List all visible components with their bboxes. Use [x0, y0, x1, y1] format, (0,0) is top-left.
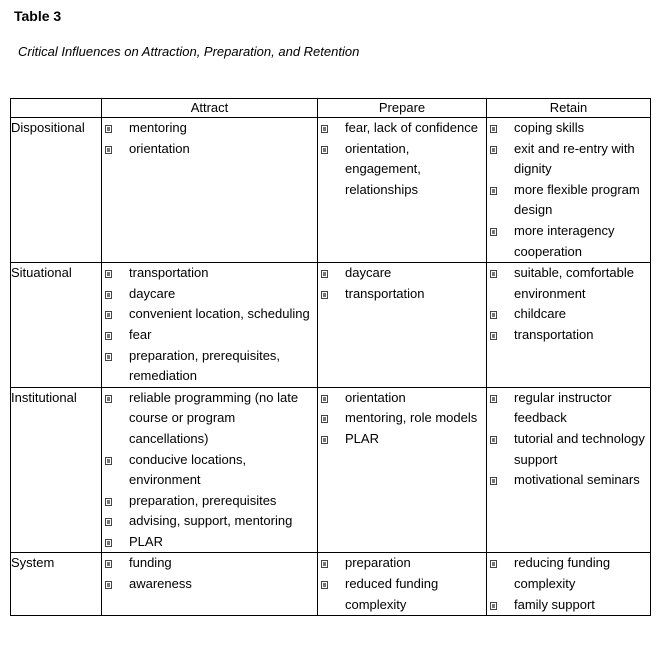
list-item [318, 139, 486, 201]
box-bullet-icon [321, 146, 328, 154]
bullet-list [102, 118, 317, 159]
list-item-text: fear, lack of confidence [345, 120, 478, 135]
list-item [318, 408, 486, 429]
box-bullet-icon [105, 498, 112, 506]
list-item-text: fear [129, 326, 152, 342]
box-bullet-icon [490, 395, 497, 403]
list-item-text: motivational seminars [514, 472, 640, 488]
box-bullet-icon [321, 291, 328, 299]
list-item-text: PLAR [129, 533, 163, 549]
box-bullet-icon [105, 560, 112, 568]
list-item-text: conducive locations, environment [129, 451, 247, 488]
bullet-list [318, 118, 486, 200]
box-bullet-icon [105, 311, 112, 319]
list-item [102, 346, 317, 387]
list-item [487, 118, 650, 139]
list-item [102, 118, 317, 139]
box-bullet-icon [321, 436, 328, 444]
list-item [318, 553, 486, 574]
list-item [102, 532, 317, 553]
table-row [11, 387, 651, 553]
row-label: Situational [11, 263, 102, 388]
list-item-text: family support [514, 596, 595, 612]
table-row [11, 263, 651, 388]
prepare-cell [318, 263, 487, 388]
box-bullet-icon [105, 395, 112, 403]
list-item-text: orientation [129, 140, 190, 156]
list-item-text: coping skills [514, 120, 585, 135]
box-bullet-icon [105, 518, 112, 526]
box-bullet-icon [105, 539, 112, 547]
header-corner [11, 99, 102, 118]
box-bullet-icon [490, 477, 497, 485]
box-bullet-icon [105, 146, 112, 154]
list-item [487, 470, 650, 491]
list-item-text: mentoring [129, 120, 187, 135]
list-item-text: more flexible program design [514, 181, 640, 218]
table-caption: Critical Influences on Attraction, Preparation, and Retention [18, 44, 360, 59]
box-bullet-icon [490, 125, 497, 133]
box-bullet-icon [321, 560, 328, 568]
list-item [487, 304, 650, 325]
attract-cell [102, 118, 318, 263]
box-bullet-icon [321, 395, 328, 403]
prepare-cell [318, 387, 487, 553]
header-retain: Retain [487, 99, 651, 118]
list-item-text: regular instructor feedback [514, 389, 612, 426]
box-bullet-icon [105, 125, 112, 133]
list-item [487, 429, 650, 470]
list-item-text: mentoring, role models [345, 410, 478, 426]
retain-cell [487, 118, 651, 263]
row-label: System [11, 553, 102, 616]
bullet-list [487, 263, 650, 345]
attract-cell [102, 553, 318, 616]
list-item-text: more interagency cooperation [514, 222, 615, 259]
box-bullet-icon [105, 353, 112, 361]
box-bullet-icon [490, 270, 497, 278]
list-item [487, 221, 650, 262]
list-item [487, 139, 650, 180]
list-item [102, 491, 317, 512]
list-item [102, 284, 317, 305]
bullet-list [318, 388, 486, 450]
list-item [318, 429, 486, 450]
list-item [102, 450, 317, 491]
influences-table [10, 98, 651, 616]
list-item-text: advising, support, mentoring [129, 513, 293, 529]
list-item-text: exit and re-entry with dignity [514, 140, 635, 177]
list-item-text: reducing funding complexity [514, 555, 611, 592]
list-item-text: transportation [129, 265, 209, 281]
list-item [487, 263, 650, 304]
attract-cell [102, 263, 318, 388]
list-item [487, 553, 650, 594]
bullet-list [318, 553, 486, 615]
list-item-text: awareness [129, 576, 192, 592]
bullet-list [487, 553, 650, 615]
retain-cell [487, 263, 651, 388]
list-item [102, 325, 317, 346]
box-bullet-icon [321, 415, 328, 423]
list-item-text: childcare [514, 306, 567, 322]
bullet-list [102, 553, 317, 594]
list-item [318, 574, 486, 615]
list-item-text: preparation, prerequisites [129, 492, 277, 508]
box-bullet-icon [321, 125, 328, 133]
box-bullet-icon [490, 146, 497, 154]
list-item-text: daycare [129, 285, 176, 301]
list-item-text: funding [129, 555, 172, 571]
box-bullet-icon [105, 291, 112, 299]
list-item-text: daycare [345, 265, 392, 281]
list-item [102, 511, 317, 532]
bullet-list [102, 388, 317, 553]
list-item-text: reliable programming (no late course or program cancellations) [129, 389, 299, 446]
list-item [102, 553, 317, 574]
list-item [487, 180, 650, 221]
header-attract: Attract [102, 99, 318, 118]
bullet-list [487, 118, 650, 262]
list-item [102, 263, 317, 284]
list-item [318, 118, 486, 139]
box-bullet-icon [490, 602, 497, 610]
row-label: Dispositional [11, 118, 102, 263]
box-bullet-icon [105, 270, 112, 278]
box-bullet-icon [105, 581, 112, 589]
table-body [11, 118, 651, 616]
box-bullet-icon [490, 332, 497, 340]
list-item [102, 388, 317, 450]
bullet-list [487, 388, 650, 491]
box-bullet-icon [490, 560, 497, 568]
row-label: Institutional [11, 387, 102, 553]
box-bullet-icon [105, 332, 112, 340]
list-item [487, 595, 650, 616]
box-bullet-icon [321, 581, 328, 589]
header-prepare: Prepare [318, 99, 487, 118]
box-bullet-icon [490, 228, 497, 236]
list-item-text: orientation, engagement, relationships [345, 140, 421, 197]
prepare-cell [318, 118, 487, 263]
list-item [487, 388, 650, 429]
retain-cell [487, 553, 651, 616]
box-bullet-icon [490, 187, 497, 195]
list-item-text: preparation, prerequisites, remediation [129, 347, 281, 384]
list-item-text: orientation [345, 389, 406, 405]
list-item-text: reduced funding complexity [345, 576, 439, 612]
list-item [318, 388, 486, 409]
list-item [487, 325, 650, 346]
box-bullet-icon [490, 436, 497, 444]
bullet-list [318, 263, 486, 304]
box-bullet-icon [490, 311, 497, 319]
list-item-text: tutorial and technology support [514, 430, 645, 467]
box-bullet-icon [105, 457, 112, 465]
list-item [102, 574, 317, 595]
table-row [11, 118, 651, 263]
list-item [318, 284, 486, 305]
list-item-text: PLAR [345, 430, 379, 446]
attract-cell [102, 387, 318, 553]
header-row [11, 99, 651, 118]
table-number: Table 3 [14, 8, 62, 24]
box-bullet-icon [321, 270, 328, 278]
list-item [318, 263, 486, 284]
list-item [102, 304, 317, 325]
list-item-text: convenient location, scheduling [129, 306, 310, 322]
list-item [102, 139, 317, 160]
table-row [11, 553, 651, 616]
list-item-text: transportation [345, 285, 425, 301]
retain-cell [487, 387, 651, 553]
list-item-text: transportation [514, 326, 594, 342]
bullet-list [102, 263, 317, 387]
list-item-text: suitable, comfortable environment [514, 265, 634, 301]
prepare-cell [318, 553, 487, 616]
list-item-text: preparation [345, 555, 411, 571]
